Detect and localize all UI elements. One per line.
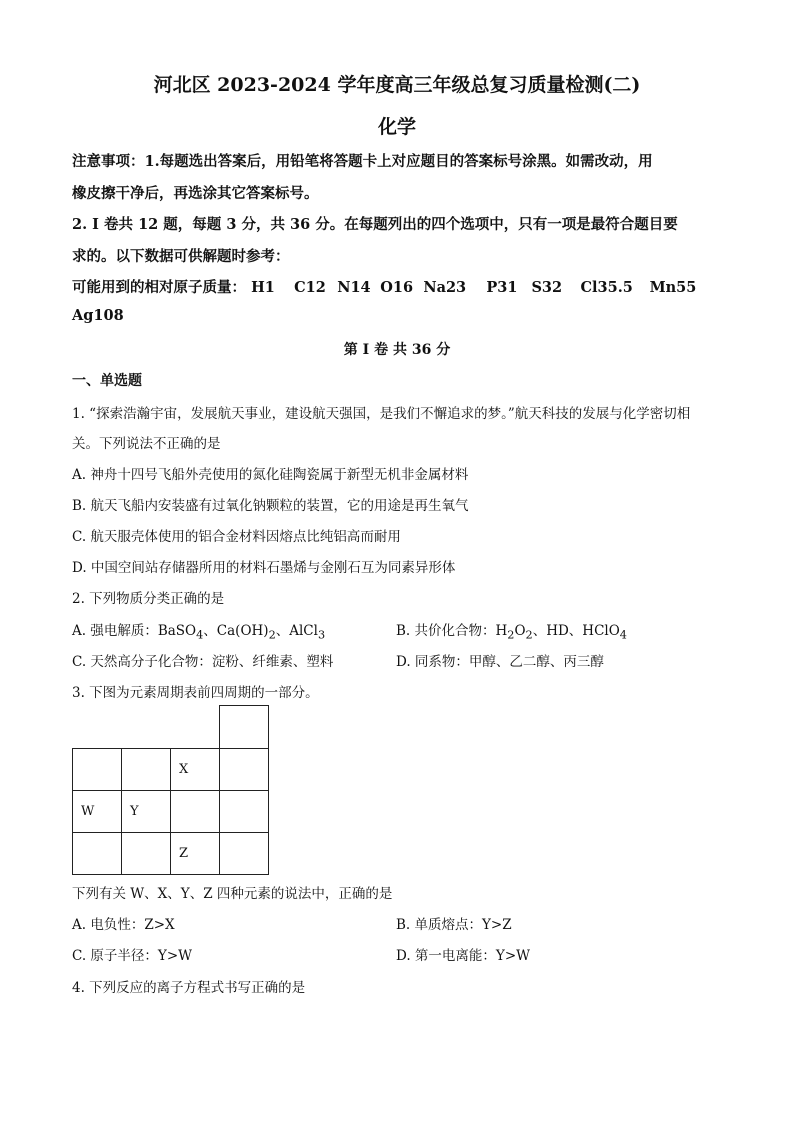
q1-stem-line-1: 1. “探索浩瀚宇宙，发展航天事业，建设航天强国，是我们不懈追求的梦。”航天科技的发展与化学密切相 <box>72 406 691 422</box>
mass-item-last: Ag108 <box>72 307 124 324</box>
mass-item: C12 <box>294 279 326 296</box>
table-cell <box>219 705 269 749</box>
notes-line-1: 注意事项：1.每题选出答案后，用铅笔将答题卡上对应题目的答案标号涂黑。如需改动，用 <box>72 153 653 170</box>
table-cell-x: X <box>170 748 220 791</box>
q1-stem-line-2: 关。下列说法不正确的是 <box>72 436 221 452</box>
q2-option-d: D. 同系物：甲醇、乙二醇、丙三醇 <box>396 654 604 670</box>
q3-option-d: D. 第一电离能：Y>W <box>396 948 531 964</box>
table-cell <box>219 790 269 833</box>
notes-line-4: 求的。以下数据可供解题时参考： <box>72 248 290 265</box>
q3-option-c: C. 原子半径：Y>W <box>72 948 193 964</box>
table-cell-y: Y <box>121 790 171 833</box>
q3-option-a: A. 电负性：Z>X <box>72 917 175 933</box>
q2-option-c: C. 天然高分子化合物：淀粉、纤维素、塑料 <box>72 654 334 670</box>
mass-item: Cl35.5 <box>580 279 633 296</box>
mass-item: Na23 <box>423 279 467 296</box>
table-cell <box>121 832 171 875</box>
q1-option-a: A. 神舟十四号飞船外壳使用的氮化硅陶瓷属于新型无机非金属材料 <box>72 467 469 483</box>
question-type-heading: 一、单选题 <box>72 373 142 389</box>
table-cell <box>72 832 122 875</box>
q1-option-c: C. 航天服壳体使用的铝合金材料因熔点比纯铝高而耐用 <box>72 529 401 545</box>
table-cell-z: Z <box>170 832 220 875</box>
section-title: 第 I 卷 共 36 分 <box>343 342 451 358</box>
mass-item: O16 <box>380 279 414 296</box>
q1-option-b: B. 航天飞船内安装盛有过氧化钠颗粒的装置，它的用途是再生氧气 <box>72 498 469 514</box>
q1-option-d: D. 中国空间站存储器所用的材料石墨烯与金刚石互为同素异形体 <box>72 560 456 576</box>
atomic-mass-line <box>72 276 696 297</box>
q2-option-a: A. 强电解质：BaSO$_4$、$Ca(OH)_2$、AlCl$_3$ <box>72 623 326 642</box>
table-cell-w: W <box>72 790 122 833</box>
table-cell <box>72 748 122 791</box>
q2-stem: 2. 下列物质分类正确的是 <box>72 591 225 607</box>
mass-item: H1 <box>251 279 275 296</box>
mass-item: P31 <box>486 279 518 296</box>
table-cell <box>219 832 269 875</box>
page-title: 河北区 2023-2024 学年度高三年级总复习质量检测(二) <box>153 74 641 96</box>
q3-stem: 3. 下图为元素周期表前四周期的一部分。 <box>72 685 319 701</box>
mass-item: Mn55 <box>649 279 697 296</box>
notes-line-2: 橡皮擦干净后，再选涂其它答案标号。 <box>72 185 319 202</box>
table-cell <box>121 748 171 791</box>
q2-option-b: B. 共价化合物：$H_2O_2$、HD、HClO$_4$ <box>396 623 627 642</box>
table-cell <box>219 748 269 791</box>
notes-line-3: 2. I 卷共 12 题，每题 3 分，共 36 分。在每题列出的四个选项中，只有一项是最符合题目要 <box>72 216 678 233</box>
q3-question: 下列有关 W、X、Y、Z 四种元素的说法中，正确的是 <box>72 886 393 902</box>
subject-title: 化学 <box>377 116 416 138</box>
periodic-table-fragment <box>72 705 269 875</box>
q3-option-b: B. 单质熔点：Y>Z <box>396 917 512 933</box>
table-cell <box>170 790 220 833</box>
mass-item: N14 <box>337 279 371 296</box>
q4-stem: 4. 下列反应的离子方程式书写正确的是 <box>72 980 306 996</box>
atomic-mass-label: 可能用到的相对原子质量： <box>72 279 246 296</box>
mass-item: S32 <box>531 279 563 296</box>
